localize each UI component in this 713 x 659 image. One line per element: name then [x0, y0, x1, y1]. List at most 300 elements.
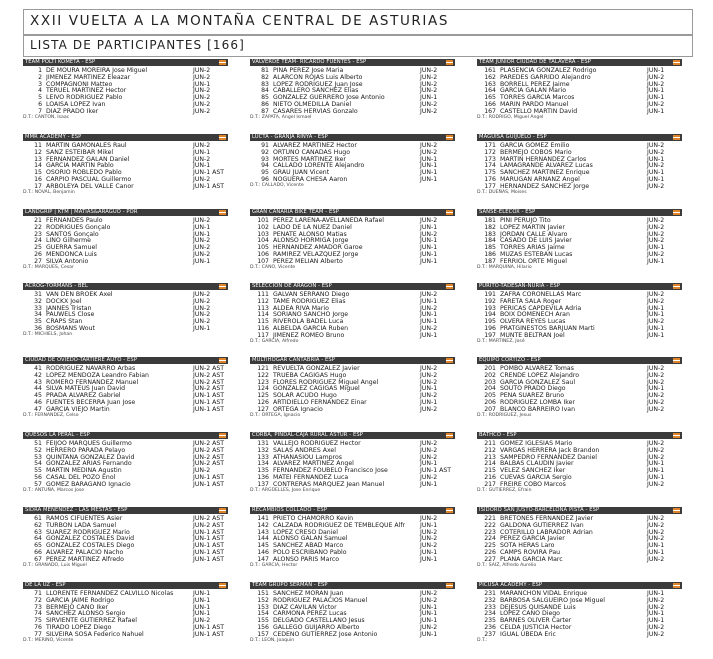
- team-director: D.T.: NOVAL, Benjamin: [23, 189, 75, 195]
- rider-row: [477, 372, 682, 379]
- rider-row: [250, 604, 455, 611]
- rider-name: VAN DEN BROEK Axel: [46, 291, 113, 298]
- team-name: GRAN CANARIA BIKE TEAM - ESP: [252, 209, 339, 215]
- team-name-bar: [250, 582, 455, 589]
- rider-name: CALZADA RODRIGUEZ DE TEMBLEQUE Alfr: [273, 521, 406, 529]
- rider-category: JUN-2: [420, 217, 438, 224]
- rider-number: 52: [34, 446, 42, 454]
- rider-number: 214: [484, 460, 496, 468]
- rider-number: 185: [484, 244, 496, 252]
- rider-number: 236: [484, 623, 496, 631]
- rider-row: [250, 108, 455, 115]
- rider-name: PEREZ MARTINEZ Alfredo: [46, 555, 124, 563]
- rider-category: JUN-2 AST: [193, 453, 225, 461]
- rider-category: JUN-2: [647, 142, 665, 149]
- rider-name: PENA SUAREZ Bruno: [500, 392, 564, 400]
- rider-row: [477, 81, 682, 88]
- team-name: TEAM GRUPO SERMAN - ESP: [252, 582, 328, 588]
- rider-row: [23, 67, 228, 74]
- rider-number: 115: [257, 318, 269, 326]
- rider-category: JUN-2: [193, 250, 211, 258]
- team-block: [23, 582, 228, 656]
- rider-number: 26: [34, 250, 42, 258]
- rider-name: FERNANDEZ GALAN Daniel: [46, 155, 130, 163]
- rider-number: 177: [484, 182, 496, 190]
- team-name-bar: [23, 432, 228, 439]
- rider-name: SANCHEZ MARTINEZ Enrique: [500, 169, 590, 177]
- rider-name: FERNANDEZ FOUBELO Francisco Jose: [273, 467, 388, 475]
- flag-icon: [673, 210, 680, 215]
- rider-category: JUN-2: [647, 378, 665, 386]
- team-block: [23, 507, 228, 579]
- rider-category: JUN-1: [420, 244, 438, 252]
- rider-name: FEIJOO MARQUES Guillermo: [46, 440, 132, 447]
- rider-row: [250, 392, 455, 399]
- rider-category: JUN-2: [193, 100, 211, 108]
- rider-number: 207: [484, 405, 496, 413]
- rider-category: JUN-2 AST: [193, 385, 225, 393]
- rider-number: 173: [484, 155, 496, 163]
- rider-row: [250, 365, 455, 372]
- rider-number: 135: [257, 467, 269, 475]
- flag-icon: [219, 433, 226, 438]
- rider-row: [477, 258, 682, 265]
- rider-row: [477, 325, 682, 332]
- team-name-bar: [477, 432, 682, 439]
- rider-category: JUN-1: [647, 542, 665, 550]
- rider-name: SORIANO SANCHO Jorge: [273, 311, 349, 319]
- rider-category: JUN-2: [193, 217, 211, 224]
- rider-number: 96: [261, 175, 269, 183]
- rider-number: 72: [34, 596, 42, 604]
- rider-category: JUN-1: [420, 155, 438, 163]
- rider-name: JANNES Tristan: [46, 304, 92, 312]
- rider-row: [477, 101, 682, 108]
- flag-icon: [446, 284, 453, 289]
- rider-category: JUN-2: [647, 162, 665, 170]
- team-name: MMR ACADEMY - ESP: [25, 134, 82, 140]
- rider-number: 124: [257, 385, 269, 393]
- team-name-bar: [250, 59, 455, 66]
- rider-number: 165: [484, 94, 496, 102]
- rider-category: JUN-1: [647, 175, 665, 183]
- team-block: [250, 507, 455, 579]
- rider-row: [23, 74, 228, 81]
- rider-category: JUN-2: [647, 453, 665, 461]
- team-director: D.T.: MARQUES, Cesar: [23, 264, 74, 270]
- team-block: [477, 357, 682, 429]
- rider-category: JUN-1: [647, 107, 665, 115]
- rider-row: [23, 365, 228, 372]
- team-director: D.T.: GARCIA, Alfredo: [250, 338, 299, 344]
- rider-category: JUN-1 AST: [193, 182, 225, 190]
- rider-name: SOLAR ACUDO Hugo: [273, 392, 337, 400]
- rider-name: ALDEA RIVA Mario: [273, 304, 329, 312]
- rider-name: ALONSO GALAN Samuel: [273, 535, 348, 543]
- rider-name: SIRVIENTE GUTIERREZ Rafael: [46, 617, 137, 625]
- rider-name: CALLADO LORENTE Alejandro: [273, 162, 365, 170]
- rider-name: BARBOSA SALGUEIRO Jose Miguel: [500, 596, 605, 604]
- rider-category: JUN-2 AST: [193, 460, 225, 468]
- team-block: [250, 134, 455, 206]
- rider-number: 202: [484, 371, 496, 379]
- rider-name: PLANA GARCIA Marc: [500, 555, 563, 563]
- team-name: ACROG-TORMANS - BEL: [25, 283, 89, 289]
- team-name: LUCTA - GRANJA RINYA - ESP: [252, 134, 328, 140]
- rider-name: VELEZ SANCHEZ Iker: [500, 467, 566, 475]
- rider-category: JUN-2: [647, 555, 665, 563]
- rider-name: PEREZ GARCIA Javier: [500, 535, 565, 543]
- rider-number: 34: [34, 311, 42, 319]
- rider-category: JUN-1: [647, 324, 665, 332]
- rider-name: SANTOS Gonçalo: [46, 230, 99, 238]
- rider-category: JUN-1: [420, 175, 438, 183]
- rider-name: LOPEZ MENDOZA Leandro Fabian: [46, 371, 149, 379]
- flag-icon: [219, 284, 226, 289]
- rider-name: TIRADO LOPEZ Diego: [46, 623, 112, 631]
- rider-number: 25: [34, 244, 42, 252]
- flag-icon: [673, 358, 680, 363]
- rider-number: 233: [484, 603, 496, 611]
- rider-number: 107: [257, 257, 269, 265]
- rider-row: [477, 251, 682, 258]
- rider-row: [23, 385, 228, 392]
- rider-category: JUN-2: [193, 175, 211, 183]
- rider-row: [250, 549, 455, 556]
- rider-list: [477, 291, 682, 339]
- rider-number: 114: [257, 311, 269, 319]
- rider-number: 176: [484, 175, 496, 183]
- rider-name: RIVEROLA BADEL Luca: [273, 318, 344, 326]
- rider-row: [477, 237, 682, 244]
- team-block: [477, 507, 682, 579]
- rider-row: [23, 291, 228, 298]
- rider-category: JUN-1: [647, 385, 665, 393]
- rider-row: [477, 392, 682, 399]
- rider-row: [477, 94, 682, 101]
- team-block: [250, 283, 455, 354]
- rider-row: [477, 162, 682, 169]
- rider-category: JUN-1: [193, 257, 211, 265]
- team-block: [477, 432, 682, 504]
- rider-number: 104: [257, 237, 269, 245]
- rider-category: JUN-2: [420, 590, 438, 597]
- rider-number: 222: [484, 521, 496, 529]
- rider-category: JUN-1: [193, 230, 211, 238]
- rider-row: [477, 454, 682, 461]
- team-block: [477, 134, 682, 206]
- rider-number: 92: [261, 148, 269, 156]
- rider-row: [23, 142, 228, 149]
- rider-row: [477, 617, 682, 624]
- rider-name: FUENTES BECERRA Juan Jose: [46, 398, 136, 406]
- rider-list: [23, 67, 228, 115]
- rider-name: SAMPEDRO FERNANDEZ Daniel: [500, 453, 598, 461]
- rider-row: [23, 460, 228, 467]
- rider-name: ALVAREZ MARTINEZ Angel: [273, 460, 354, 468]
- team-director: D.T.: FERNANDEZ, Celso: [23, 412, 79, 418]
- rider-row: [23, 325, 228, 332]
- rider-number: 154: [257, 610, 269, 618]
- team-block: [477, 283, 682, 354]
- rider-number: 213: [484, 453, 496, 461]
- flag-icon: [219, 135, 226, 140]
- rider-category: JUN-2: [420, 142, 438, 149]
- rider-name: TAME RODRIGUEZ Elias: [273, 297, 346, 305]
- rider-name: TRUEBA CAGIGAS Hugo: [273, 371, 347, 379]
- rider-number: 43: [34, 378, 42, 386]
- rider-category: JUN-1: [193, 148, 211, 156]
- rider-row: [23, 556, 228, 563]
- rider-number: 153: [257, 603, 269, 611]
- rider-name: COTERILLO LABRADOR Adrian: [500, 528, 593, 536]
- rider-category: JUN-2: [420, 473, 438, 481]
- rider-category: JUN-2: [647, 100, 665, 108]
- rider-list: [477, 142, 682, 190]
- rider-number: 203: [484, 378, 496, 386]
- rider-category: JUN-2: [420, 365, 438, 372]
- flag-icon: [219, 60, 226, 65]
- rider-category: JUN-1 AST: [193, 623, 225, 631]
- rider-row: [477, 604, 682, 611]
- team-name: ISIDORO SAN JUSTO-BARCELONA PISTA - ESP: [479, 507, 600, 513]
- rider-number: 123: [257, 378, 269, 386]
- rider-category: JUN-1 AST: [193, 542, 225, 550]
- rider-number: 217: [484, 480, 496, 488]
- rider-number: 47: [34, 405, 42, 413]
- rider-name: PRADA ALVAREZ Gabriel: [46, 392, 121, 400]
- team-name-bar: [23, 209, 228, 216]
- rider-category: JUN-2: [647, 297, 665, 305]
- rider-number: 17: [34, 182, 42, 190]
- flag-icon: [673, 135, 680, 140]
- rider-row: [250, 231, 455, 238]
- rider-category: JUN-2: [647, 446, 665, 454]
- rider-number: 105: [257, 244, 269, 252]
- rider-number: 221: [484, 515, 496, 522]
- team-name-bar: [477, 283, 682, 290]
- team-name-bar: [477, 507, 682, 514]
- rider-name: ALARCON ROJAS Luis Alberto: [273, 73, 363, 81]
- team-block: [250, 209, 455, 280]
- team-name: CIUDAD DE OVIEDO-TARTIERE AUTO - ESP: [25, 357, 138, 363]
- rider-number: 85: [261, 94, 269, 102]
- rider-number: 57: [34, 480, 42, 488]
- rider-category: JUN-1 AST: [193, 528, 225, 536]
- rider-row: [23, 535, 228, 542]
- rider-category: JUN-1: [647, 311, 665, 319]
- rider-row: [23, 251, 228, 258]
- rider-category: JUN-2: [193, 237, 211, 245]
- rider-number: 51: [34, 440, 42, 447]
- rider-row: [250, 156, 455, 163]
- rider-category: JUN-2: [193, 467, 211, 475]
- rider-name: ORTUÑO CAÑADAS Hugo: [273, 148, 350, 156]
- rider-row: [250, 379, 455, 386]
- rider-name: LAMAGRANDE ALVAREZ Lucas: [500, 162, 593, 170]
- rider-number: 32: [34, 297, 42, 305]
- rider-number: 95: [261, 169, 269, 177]
- rider-row: [250, 481, 455, 488]
- rider-number: 151: [257, 590, 269, 597]
- rider-number: 141: [257, 515, 269, 522]
- rider-number: 116: [257, 324, 269, 332]
- rider-row: [250, 291, 455, 298]
- rider-number: 75: [34, 617, 42, 625]
- team-block: [250, 59, 455, 131]
- rider-name: PEREZ MELIAN Alberto: [273, 257, 343, 265]
- rider-name: MARANCHON VIDAL Enrique: [500, 590, 588, 597]
- rider-number: 175: [484, 169, 496, 177]
- rider-name: IGUAL UBEDA Eric: [500, 630, 556, 638]
- team-director: D.T.: ORTEGA, Ignacio: [250, 412, 301, 418]
- rider-row: [23, 604, 228, 611]
- rider-number: 132: [257, 446, 269, 454]
- rider-name: LADO DE LA NUEZ Daniel: [273, 223, 352, 231]
- rider-number: 91: [261, 142, 269, 149]
- rider-number: 41: [34, 365, 42, 372]
- rider-number: 3: [38, 80, 42, 88]
- race-title-box: [23, 9, 693, 35]
- rider-name: HERNANDEZ SANCHEZ Jorge: [500, 182, 590, 190]
- team-director: D.T.: LEON, Joaquin: [250, 637, 295, 643]
- rider-number: 67: [34, 555, 42, 563]
- rider-row: [477, 460, 682, 467]
- rider-category: JUN-1: [420, 555, 438, 563]
- rider-number: 36: [34, 324, 42, 332]
- rider-row: [23, 81, 228, 88]
- rider-category: JUN-2: [647, 398, 665, 406]
- rider-name: CASARES HERVIAS Gonzalo: [273, 107, 358, 115]
- rider-category: JUN-1: [193, 324, 211, 332]
- rider-name: LEIVO RODRIGUEZ Pablo: [46, 94, 123, 102]
- rider-name: TURBON LADA Samuel: [46, 521, 117, 529]
- rider-name: DIAZ CAVILAN Victor: [273, 603, 337, 611]
- rider-number: 196: [484, 324, 496, 332]
- rider-name: SOUTO PRADO Diego: [500, 385, 566, 393]
- rider-name: RAMIREZ VELAZQUEZ Jorge: [273, 250, 359, 258]
- rider-number: 53: [34, 453, 42, 461]
- rider-category: JUN-2: [420, 371, 438, 379]
- rider-row: [23, 87, 228, 94]
- rider-category: JUN-2: [647, 148, 665, 156]
- rider-category: JUN-2: [647, 535, 665, 543]
- rider-row: [250, 74, 455, 81]
- rider-number: 112: [257, 297, 269, 305]
- rider-row: [250, 311, 455, 318]
- rider-number: 14: [34, 162, 42, 170]
- rider-category: JUN-2: [420, 378, 438, 386]
- rider-name: SILVEIRA SOSA Federico Nahuel: [46, 630, 144, 638]
- rider-row: [23, 522, 228, 529]
- rider-list: [477, 515, 682, 563]
- rider-number: 145: [257, 542, 269, 550]
- rider-number: 44: [34, 385, 42, 393]
- rider-number: 74: [34, 610, 42, 618]
- team-name: DE LA UZ - ESP: [25, 582, 66, 588]
- team-name: SIDRA MENENDEZ - LAS MESTAS - ESP: [25, 507, 128, 513]
- team-director: D.T.: GUTIERREZ, Efrain: [477, 487, 532, 493]
- rider-name: VARGAS HERRERA Jack Brandon: [500, 446, 600, 454]
- rider-number: 212: [484, 446, 496, 454]
- rider-list: [23, 590, 228, 638]
- rider-name: FERRIOL ORTE Miguel: [500, 257, 567, 265]
- rider-number: 162: [484, 73, 496, 81]
- rider-row: [250, 81, 455, 88]
- rider-category: JUN-2: [420, 80, 438, 88]
- rider-name: LLORENTE FERNANDEZ CALVILLO Nicolas: [46, 590, 174, 597]
- rider-row: [23, 617, 228, 624]
- rider-category: JUN-1: [420, 297, 438, 305]
- rider-row: [23, 101, 228, 108]
- rider-row: [250, 176, 455, 183]
- rider-row: [23, 529, 228, 536]
- rider-list: [23, 291, 228, 332]
- rider-list: [250, 142, 455, 183]
- rider-number: 81: [261, 67, 269, 74]
- rider-name: GONZALEZ ARIAS Fernando: [46, 460, 132, 468]
- rider-category: JUN-2: [193, 73, 211, 81]
- rider-category: JUN-1: [647, 473, 665, 481]
- rider-number: 192: [484, 297, 496, 305]
- team-name: CORBA, PINDAL-CAJA RURAL ASTUR - ESP: [252, 432, 363, 438]
- rider-category: JUN-2: [647, 318, 665, 326]
- rider-number: 94: [261, 162, 269, 170]
- rider-category: JUN-1: [193, 596, 211, 604]
- rider-name: MARUGAN ARNANZ Angel: [500, 175, 580, 183]
- rider-row: [23, 244, 228, 251]
- rider-category: JUN-1 AST: [193, 392, 225, 400]
- rider-name: GRAU JUAN Vicent: [273, 169, 330, 177]
- rider-number: 182: [484, 223, 496, 231]
- rider-row: [250, 162, 455, 169]
- rider-category: JUN-1 AST: [193, 169, 225, 177]
- rider-name: CARPIO PASCUAL Guillermo: [46, 175, 132, 183]
- rider-number: 87: [261, 107, 269, 115]
- team-name-bar: [23, 283, 228, 290]
- team-name-bar: [23, 507, 228, 514]
- rider-number: 133: [257, 453, 269, 461]
- rider-number: 35: [34, 318, 42, 326]
- rider-name: CAMPS ROVIRA Pau: [500, 548, 561, 556]
- rider-category: JUN-2: [420, 515, 438, 522]
- rider-category: JUN-2: [647, 237, 665, 245]
- rider-name: CEDEÑO GUTIERREZ Jose Antonio: [273, 630, 378, 638]
- rider-row: [23, 590, 228, 597]
- rider-row: [477, 87, 682, 94]
- rider-name: GARCIA GALAN Mario: [500, 87, 566, 95]
- rider-number: 166: [484, 100, 496, 108]
- rider-category: JUN-2: [420, 324, 438, 332]
- rider-row: [250, 515, 455, 522]
- rider-row: [250, 169, 455, 176]
- rider-name: LOPEZ RODRIGUEZ Juan Jose: [273, 80, 363, 88]
- rider-category: JUN-2: [647, 392, 665, 400]
- rider-name: REVUELTA GONZALEZ Javier: [273, 365, 360, 372]
- rider-row: [23, 311, 228, 318]
- rider-row: [477, 74, 682, 81]
- team-name: PICUSA ACADEMY - ESP: [479, 582, 543, 588]
- rider-row: [250, 474, 455, 481]
- rider-name: SILVA Antonio: [46, 257, 89, 265]
- rider-number: 86: [261, 100, 269, 108]
- rider-category: JUN-2: [647, 365, 665, 372]
- team-name: RECAMBIOS COLLADO - ESP: [252, 507, 328, 513]
- rider-row: [250, 305, 455, 312]
- rider-category: JUN-1: [647, 467, 665, 475]
- rider-category: JUN-1: [647, 169, 665, 177]
- team-name: VALVERDE TEAM- RICARDO FUENTES - ESP: [252, 59, 367, 65]
